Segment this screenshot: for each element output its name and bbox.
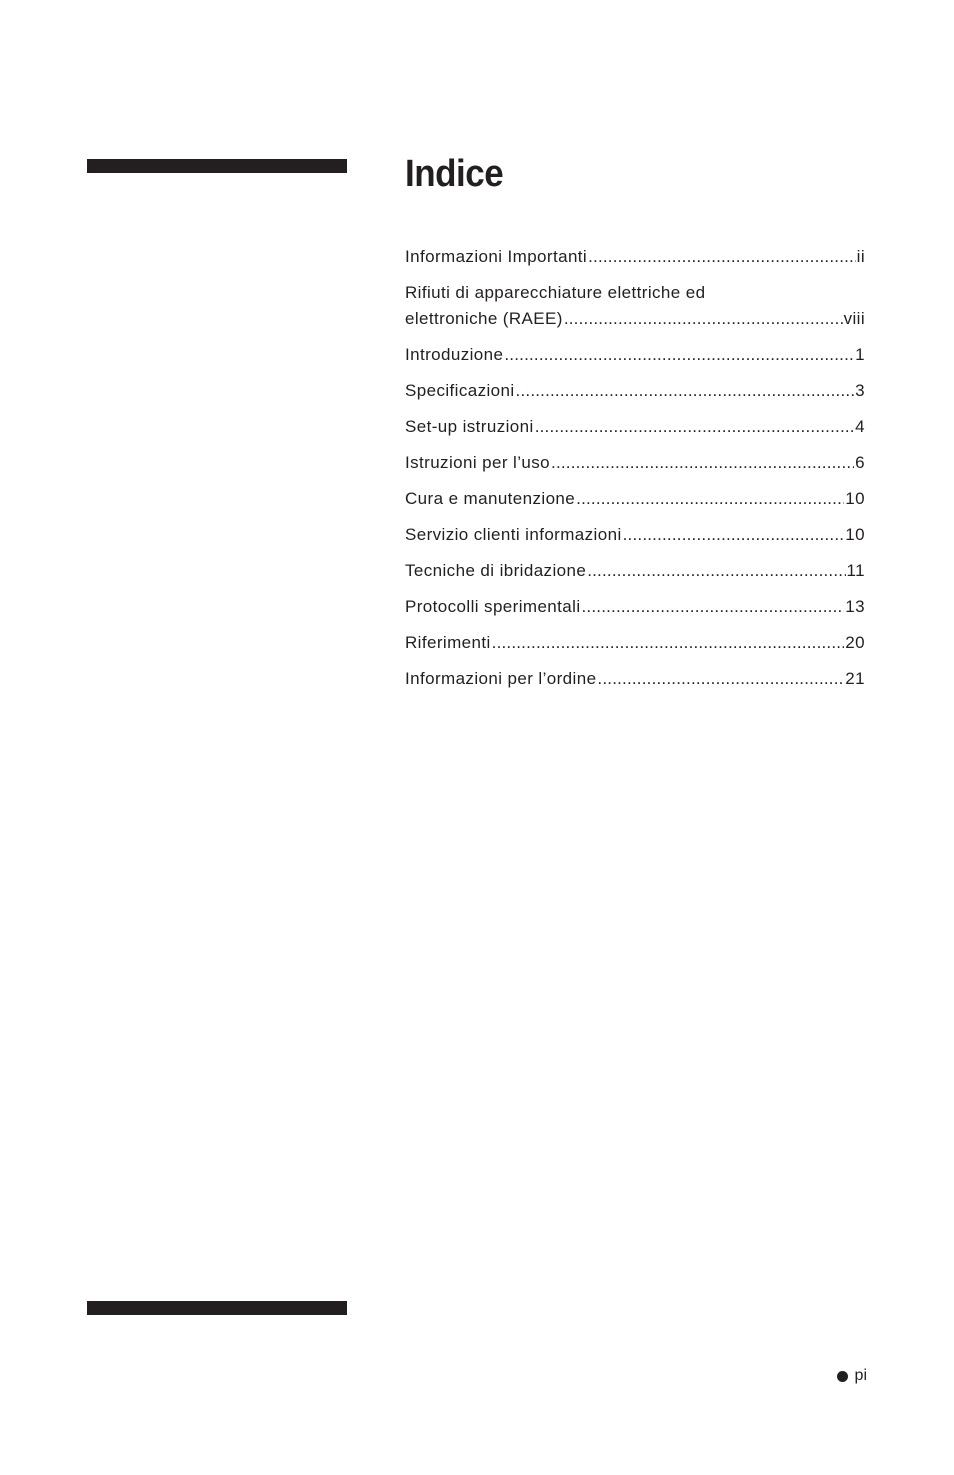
dot-leader xyxy=(564,306,843,332)
toc-entry-title: Informazioni per l’ordine xyxy=(405,669,597,688)
toc-entry-title: elettroniche (RAEE) xyxy=(405,309,563,328)
dot-leader xyxy=(516,378,855,404)
toc-entry-title: Introduzione xyxy=(405,345,504,364)
toc-entry-tecniche-di-ibridazione[interactable] xyxy=(405,558,865,594)
page-footer xyxy=(837,1367,867,1385)
dot-leader xyxy=(535,414,854,440)
toc-entry-page: 21 xyxy=(845,669,865,688)
toc-entry-specificazioni[interactable] xyxy=(405,378,865,414)
toc-entry-title: Riferimenti xyxy=(405,633,491,652)
dot-leader xyxy=(588,244,856,270)
toc-entry-page: ii xyxy=(856,247,865,266)
toc-entry-riferimenti[interactable] xyxy=(405,630,865,666)
top-decorative-bar xyxy=(87,159,347,173)
dot-leader xyxy=(582,594,845,620)
bottom-decorative-bar xyxy=(87,1301,347,1315)
toc-entry-page: 3 xyxy=(855,381,865,400)
toc-entry-page: 6 xyxy=(855,453,865,472)
dot-leader xyxy=(504,342,854,368)
dot-leader xyxy=(587,558,845,584)
toc-entry-title: Specificazioni xyxy=(405,381,515,400)
toc-entry-istruzioni-per-luso[interactable] xyxy=(405,450,865,486)
toc-entry-title: Cura e manutenzione xyxy=(405,489,576,508)
toc-entry-title: Tecniche di ibridazione xyxy=(405,561,587,580)
toc-entry-page: 10 xyxy=(845,489,865,508)
bullet-icon xyxy=(837,1371,848,1382)
toc-entry-page: 10 xyxy=(845,525,865,544)
toc-entry-title: Informazioni Importanti xyxy=(405,247,588,266)
toc-entry-page: 13 xyxy=(845,597,865,616)
dot-leader xyxy=(576,486,844,512)
table-of-contents xyxy=(405,244,865,702)
dot-leader xyxy=(492,630,845,656)
dot-leader xyxy=(597,666,844,692)
toc-entry-title: Istruzioni per l’uso xyxy=(405,453,551,472)
toc-entry-page: viii xyxy=(843,309,865,328)
page-number: pi xyxy=(854,1367,867,1384)
toc-entry-raee[interactable] xyxy=(405,280,865,342)
toc-entry-title-line1: Rifiuti di apparecchiature elettriche ed xyxy=(405,283,706,302)
toc-entry-page: 11 xyxy=(846,561,865,580)
toc-entry-introduzione[interactable] xyxy=(405,342,865,378)
toc-entry-title: Protocolli sperimentali xyxy=(405,597,581,616)
toc-entry-protocolli-sperimentali[interactable] xyxy=(405,594,865,630)
toc-entry-title: Servizio clienti informazioni xyxy=(405,525,622,544)
dot-leader xyxy=(551,450,854,476)
toc-entry-page: 1 xyxy=(855,345,865,364)
toc-entry-page: 4 xyxy=(855,417,865,436)
toc-entry-title: Set-up istruzioni xyxy=(405,417,534,436)
toc-entry-informazioni-per-lordine[interactable] xyxy=(405,666,865,702)
page-title: Indice xyxy=(405,153,504,195)
toc-entry-cura-e-manutenzione[interactable] xyxy=(405,486,865,522)
toc-entry-servizio-clienti[interactable] xyxy=(405,522,865,558)
toc-entry-informazioni-importanti[interactable] xyxy=(405,244,865,280)
toc-entry-page: 20 xyxy=(845,633,865,652)
dot-leader xyxy=(623,522,845,548)
toc-entry-set-up-istruzioni[interactable] xyxy=(405,414,865,450)
